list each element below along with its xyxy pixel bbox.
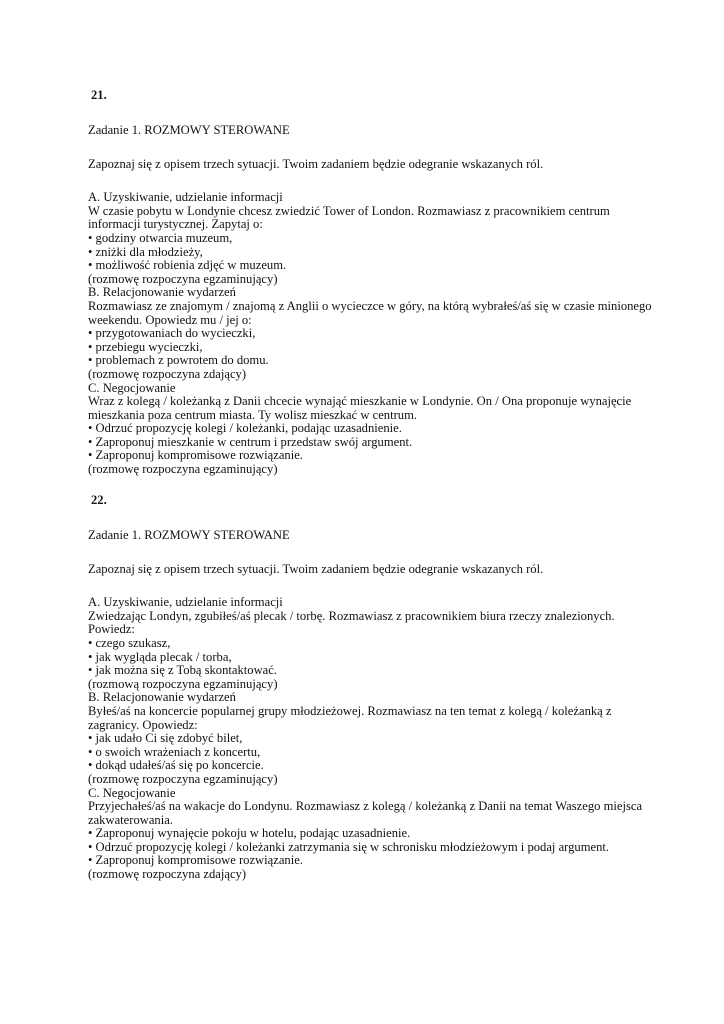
bullet-item: • przygotowaniach do wycieczki, bbox=[88, 326, 256, 341]
note-line: (rozmową rozpoczyna egzaminujący) bbox=[88, 676, 278, 691]
bullet-item: • Zaproponuj mieszkanie w centrum i przedstaw swój argument. bbox=[88, 434, 413, 449]
task-title: Zadanie 1. ROZMOWY STEROWANE bbox=[88, 528, 290, 542]
text-line: Zwiedzając Londyn, zgubiłeś/aś plecak / torbę. Rozmawiasz z pracownikiem biura rzeczy znalezionych. bbox=[88, 608, 615, 623]
bullet-item: • możliwość robienia zdjęć w muzeum. bbox=[88, 258, 287, 273]
bullet-item: • Zaproponuj wynajęcie pokoju w hotelu, podając uzasadnienie. bbox=[88, 826, 411, 841]
text-line: Byłeś/aś na koncercie popularnej grupy młodzieżowej. Rozmawiasz na ten temat z kolegą / koleżanką z bbox=[88, 703, 612, 718]
heading-b: B. Relacjonowanie wydarzeń bbox=[88, 285, 236, 300]
bullet-item: • Odrzuć propozycję kolegi / koleżanki, podając uzasadnienie. bbox=[88, 421, 402, 436]
bullet-item: • zniżki dla młodzieży, bbox=[88, 244, 203, 259]
text-line: mieszkania poza centrum miasta. Ty wolisz mieszkać w centrum. bbox=[88, 407, 418, 422]
bullet-item: • jak wygląda plecak / torba, bbox=[88, 649, 232, 664]
heading-b: B. Relacjonowanie wydarzeń bbox=[88, 690, 236, 705]
heading-a: A. Uzyskiwanie, udzielanie informacji bbox=[88, 595, 283, 610]
text-line: zakwaterowania. bbox=[88, 812, 173, 827]
section-number: 21. bbox=[91, 88, 107, 102]
heading-c: C. Negocjowanie bbox=[88, 380, 176, 395]
heading-a: A. Uzyskiwanie, udzielanie informacji bbox=[88, 190, 283, 205]
text-line: Powiedz: bbox=[88, 622, 135, 637]
bullet-item: • czego szukasz, bbox=[88, 635, 171, 650]
bullet-item: • dokąd udałeś/aś się po koncercie. bbox=[88, 758, 264, 773]
text-line: weekendu. Opowiedz mu / jej o: bbox=[88, 312, 252, 327]
section-number: 22. bbox=[91, 493, 107, 507]
text-line: Rozmawiasz ze znajomym / znajomą z Anglii o wycieczce w góry, na którą wybrałeś/aś się w czasie minionego bbox=[88, 298, 652, 313]
note-line: (rozmowę rozpoczyna egzaminujący) bbox=[88, 271, 278, 286]
task-intro: Zapoznaj się z opisem trzech sytuacji. Twoim zadaniem będzie odegranie wskazanych ról. bbox=[88, 561, 544, 576]
note-line: (rozmowę rozpoczyna egzaminujący) bbox=[88, 771, 278, 786]
bullet-item: • jak udało Ci się zdobyć bilet, bbox=[88, 731, 243, 746]
bullet-item: • Odrzuć propozycję kolegi / koleżanki zatrzymania się w schronisku młodzieżowym i podaj argument. bbox=[88, 839, 610, 854]
text-line: Wraz z kolegą / koleżanką z Danii chcecie wynająć mieszkanie w Londynie. On / Ona proponuje wynajęcie bbox=[88, 394, 632, 409]
bullet-item: • godziny otwarcia muzeum, bbox=[88, 230, 233, 245]
section-21 bbox=[88, 88, 652, 477]
task-intro: Zapoznaj się z opisem trzech sytuacji. Twoim zadaniem będzie odegranie wskazanych ról. bbox=[88, 156, 544, 171]
bullet-item: • problemach z powrotem do domu. bbox=[88, 353, 269, 368]
bullet-item: • Zaproponuj kompromisowe rozwiązanie. bbox=[88, 448, 303, 463]
text-line: Przyjechałeś/aś na wakacje do Londynu. Rozmawiasz z kolegą / koleżanką z Danii na temat Waszego miejsca bbox=[88, 799, 643, 814]
bullet-item: • o swoich wrażeniach z koncertu, bbox=[88, 744, 261, 759]
task-title: Zadanie 1. ROZMOWY STEROWANE bbox=[88, 123, 290, 137]
heading-c: C. Negocjowanie bbox=[88, 785, 176, 800]
text-line: zagranicy. Opowiedz: bbox=[88, 717, 198, 732]
note-line: (rozmowę rozpoczyna zdający) bbox=[88, 366, 247, 381]
note-line: (rozmowę rozpoczyna egzaminujący) bbox=[88, 462, 278, 477]
bullet-item: • jak można się z Tobą skontaktować. bbox=[88, 663, 277, 678]
bullet-item: • przebiegu wycieczki, bbox=[88, 339, 203, 354]
section-22 bbox=[88, 493, 648, 882]
bullet-item: • Zaproponuj kompromisowe rozwiązanie. bbox=[88, 853, 303, 868]
note-line: (rozmowę rozpoczyna zdający) bbox=[88, 867, 247, 882]
text-line: W czasie pobytu w Londynie chcesz zwiedzić Tower of London. Rozmawiasz z pracownikiem centrum bbox=[88, 203, 610, 218]
text-line: informacji turystycznej. Zapytaj o: bbox=[88, 217, 263, 232]
